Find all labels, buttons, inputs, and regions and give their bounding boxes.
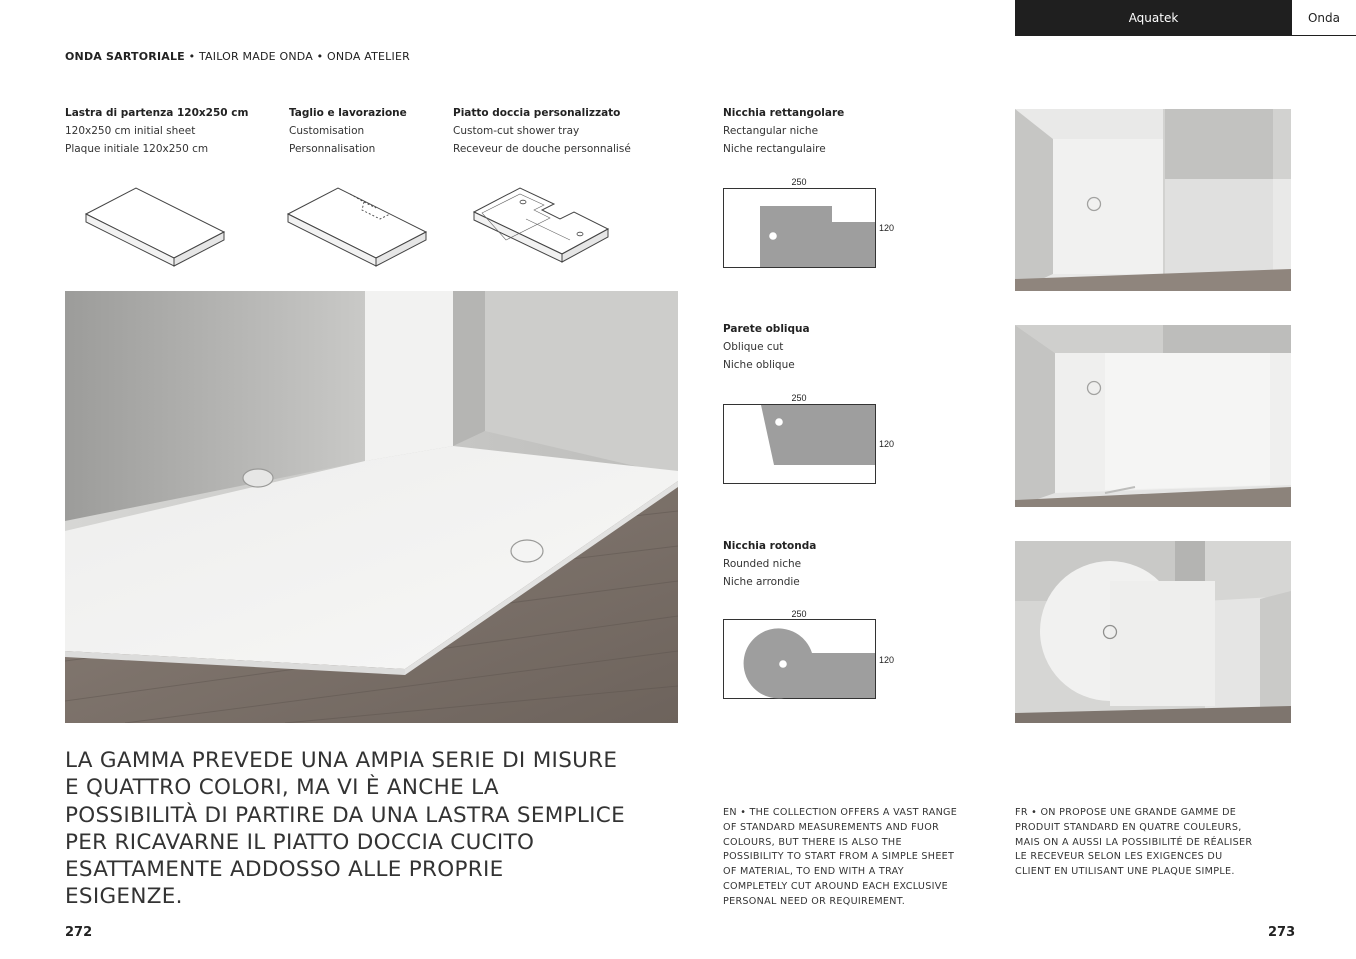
main-product-photo [65, 291, 678, 723]
niche-caption-1 [723, 104, 844, 158]
step-fr: Plaque initiale 120x250 cm [65, 143, 209, 155]
section-tab[interactable]: Onda [1292, 0, 1356, 36]
english-paragraph: EN • THE COLLECTION OFFERS A VAST RANGE OF STANDARD MEASUREMENTS AND FUOR COLOURS, BUT THERE IS ALSO THE POSSIBILITY TO START FROM A SIMPLE SHEET OF MATERIAL, TO END WITH A TRAY COMPLETELY CUT AROUND EACH EXCLUSIVE PERSONAL NEED OR REQUIREMENT. [723, 807, 958, 907]
headline-text: LA GAMMA PREVEDE UNA AMPIA SERIE DI MISURE E QUATTRO COLORI, MA VI È ANCHE LA POSSIBILITÀ DI PARTIRE DA UNA LASTRA SEMPLICE PER RICAVARNE IL PIATTO DOCCIA CUCITO ESATTAMENTE ADDOSSO ALLE PROPRIE ESIGENZE. [65, 748, 625, 910]
step-en: Customisation [289, 125, 365, 137]
step-title: Piatto doccia personalizzato [453, 107, 621, 119]
step-caption-2 [289, 104, 407, 158]
niche-fr: Niche arrondie [723, 576, 800, 588]
niche-caption-2 [723, 320, 810, 374]
french-paragraph: FR • ON PROPOSE UNE GRANDE GAMME DE PRODUIT STANDARD EN QUATRE COULEURS, MAIS ON A AUSSI LA POSSIBILITÉ DE RÉALISER LE RECEVEUR SELON LES EXIGENCES DU CLIENT EN UTILISANT UNE PLAQUE SIMPLE. [1015, 807, 1253, 878]
niche-title: Nicchia rettangolare [723, 107, 845, 119]
oblique-cut-diagram [718, 390, 898, 492]
step-caption-3 [453, 104, 631, 158]
dimension-width: 250 [791, 393, 807, 403]
rectangular-niche-photo [1015, 109, 1291, 291]
niche-en: Rectangular niche [723, 125, 819, 137]
page-number-left: 272 [65, 925, 93, 940]
oblique-cut-photo [1015, 325, 1291, 507]
brand-tab[interactable]: Aquatek [1015, 0, 1292, 36]
dimension-height: 120 [879, 223, 895, 233]
custom-tray-illustration [470, 182, 618, 274]
niche-fr: Niche rectangulaire [723, 143, 826, 155]
dimension-width: 250 [791, 177, 807, 187]
customisation-illustration [284, 182, 432, 274]
dimension-height: 120 [879, 439, 895, 449]
step-en: 120x250 cm initial sheet [65, 125, 196, 137]
niche-title: Parete obliqua [723, 323, 810, 335]
niche-caption-3 [723, 537, 816, 591]
step-title: Taglio e lavorazione [289, 107, 407, 119]
niche-fr: Niche oblique [723, 359, 795, 371]
step-title: Lastra di partenza 120x250 cm [65, 107, 249, 119]
niche-en: Rounded niche [723, 558, 802, 570]
initial-sheet-illustration [82, 182, 230, 274]
header-bold: ONDA SARTORIALE [65, 50, 185, 63]
niche-title: Nicchia rotonda [723, 540, 817, 552]
page-number-right: 273 [1268, 925, 1296, 940]
header-rest: • TAILOR MADE ONDA • ONDA ATELIER [184, 50, 410, 63]
step-caption-1 [65, 104, 248, 158]
rounded-niche-diagram [718, 605, 898, 707]
step-en: Custom-cut shower tray [453, 125, 580, 137]
niche-en: Oblique cut [723, 341, 784, 353]
rounded-niche-photo [1015, 541, 1291, 723]
rectangular-niche-diagram [718, 174, 898, 276]
dimension-width: 250 [791, 609, 807, 619]
page-header [65, 50, 410, 63]
dimension-height: 120 [879, 655, 895, 665]
step-fr: Receveur de douche personnalisé [453, 143, 631, 155]
step-fr: Personnalisation [289, 143, 376, 155]
